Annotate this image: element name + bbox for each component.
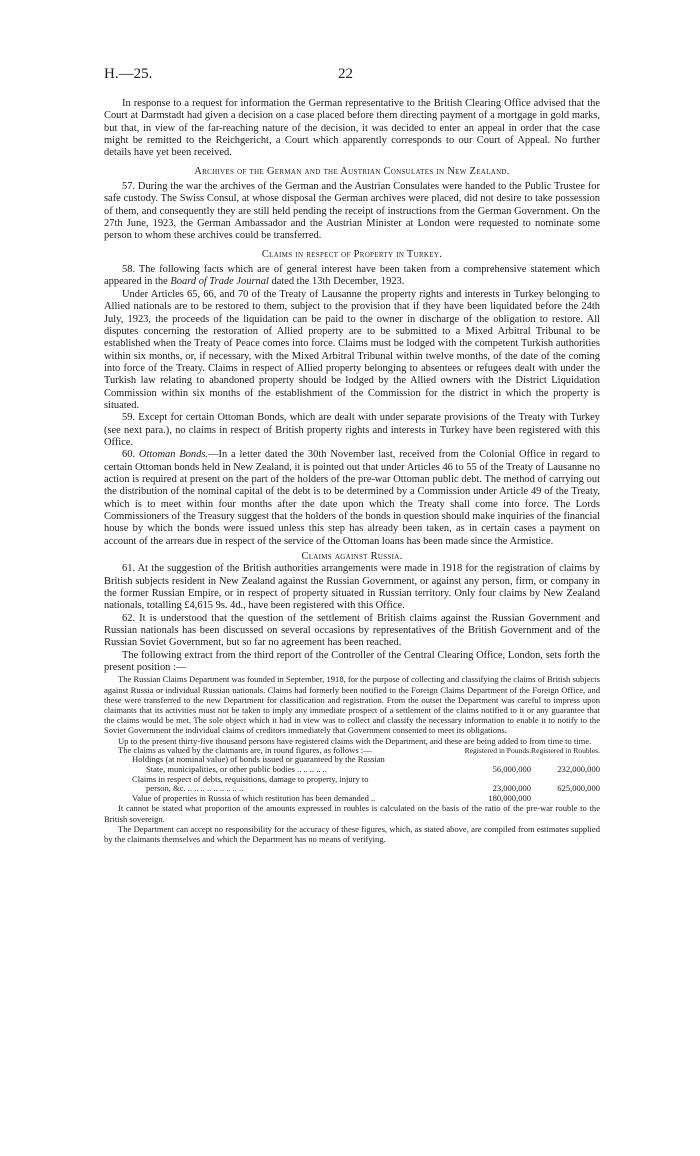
table-row (104, 794, 600, 804)
paragraph-60-body: —In a letter dated the 30th November last, received from the Colonial Office in regard to certain Ottoman bonds held in New Zealand, it is pointed out that under Articles 46 to 55 of the Treaty of Lausanne no action is required at present on the part of the holders of the pre-war Ottoman public debt. The method of carrying out the distribution of the nominal capital of the debt is to be determined by a Commission under Article 49 of the Treaty, which is to meet within four months after the date upon which the Treaty shall come into force. The Lords Commissioners of the Treasury suggest that the holders of the bonds in question should make inquiries of the financial house by which the bonds were issued unless this step has already been taken, as in certain cases a payment on account of the arrears due in respect of the service of the Ottoman loans has been made since the Armistice. (104, 449, 601, 547)
row-1-pounds: 56,000,000 (492, 764, 532, 775)
paragraph-57: 57. During the war the archives of the German and the Austrian Consulates were handed to the Public Trustee for safe custody. The Swiss Consul, at whose disposal the German archives were placed, did not desire to take possession of them, and consequently they are still held pending the receipt of instructions from the German Government. On the 27th June, 1923, the German Ambassador and the Austrian Minister at London were requested to nominate some person to whom these archives could be transferred. (104, 181, 600, 242)
claims-table (104, 746, 600, 804)
intro-paragraph: In response to a request for information the German representative to the British Clearing Office advised that the Court at Darmstadt had given a decision on a case placed before them directing payment of a mortgage in gold marks, but that, in view of the far-reaching nature of the decision, it was decided to enter an appeal in order that the case might be remitted to the Reichgericht, a Court which apparently corresponds to our Court of Appeal. No further details have yet been received. (104, 98, 600, 159)
column-header-roubles: Registered in Roubles. (531, 746, 600, 756)
row-3-pounds: 180,000,000 (488, 792, 532, 803)
paragraph-59: 59. Except for certain Ottoman Bonds, which are dealt with under separate provisions of the Treaty with Turkey (see next para.), no claims in respect of British property rights and interests in Turkey have been registered with this Office. (104, 412, 600, 448)
section-heading-turkey: Claims in respect of Property in Turkey. (261, 248, 443, 260)
column-header-pounds: Registered in Pounds. (464, 746, 532, 756)
row-2-label-b: person, &c. .. .. .. .. .. .. .. .. .. (146, 784, 244, 794)
paragraph-62-continued: The following extract from the third report of the Controller of the Central Clearing Office, London, sets forth the present position :— (104, 649, 600, 674)
row-3-label: Value of properties in Russia of which restitution has been demanded .. (132, 793, 376, 803)
document-body (104, 98, 600, 844)
extract-paragraph-2: Up to the present thirty-five thousand persons have registered claims with the Department, and these are being added to from time to time. (118, 735, 592, 746)
paragraph-58-text-b: dated the 13th December, 1923. (268, 276, 405, 288)
row-2-label-a: Claims in respect of debts, requisitions, damage to property, injury to (132, 774, 369, 784)
clearing-office-extract (104, 674, 600, 844)
board-of-trade-journal-title: Board of Trade Journal (170, 276, 269, 288)
table-intro: The claims as valued by the claimants are, in round figures, as follows :— (118, 744, 372, 755)
paragraph-58 (104, 264, 600, 289)
paragraph-60-title: Ottoman Bonds. (138, 449, 209, 461)
section-heading-russia: Claims against Russia. (301, 551, 403, 563)
extract-paragraph-3: It cannot be stated what proportion of the amounts expressed in roubles is calculated on the basis of the ratio of the pre-war rouble to the British sovereign. (104, 803, 600, 824)
paragraph-58-text-a: 58. The following facts which are of general interest have been taken from a comprehensive statement which appeared in the (104, 264, 600, 288)
table-row (104, 765, 600, 775)
extract-paragraph-1: The Russian Claims Department was founded in September, 1918, for the purpose of collecting and classifying the claims of British subjects against Russia or individual Russian nationals. Claims had formerly been notified to the Foreign Claims Department of the Foreign Office, and these were transferred to the new Department for classification and registration. From the outset the Department was careful to impress upon claimants that its activities must not be taken to imply any immediate prospect of a settlement of the claims notified to it or any guarantee that the claims would be met. The sole object which it had in view was to collect and classify the necessary information to enable it to notify to the Soviet Government the individual claims of creditors immediately that Government consented to meet its obligations. (104, 674, 600, 736)
table-header-row (104, 746, 600, 756)
page-number: 22 (338, 66, 353, 82)
row-1-label-b: State, municipalities, or other public bodies .. .. .. .. .. (146, 765, 327, 775)
paragraph-61: 61. At the suggestion of the British authorities arrangements were made in 1918 for the registration of claims by British subjects resident in New Zealand against the Russian Government, or against any person, firm, or company in the former Russian Empire, or in respect of property situated in Russian territory. Only four claims by New Zealand nationals, totalling £4,615 9s. 4d., have been registered with this Office. (104, 563, 600, 612)
document-code: H.—25. (104, 66, 153, 82)
extract-paragraph-4: The Department can accept no responsibility for the accuracy of these figures, which, as stated above, are compiled from estimates supplied by the claimants themselves and which the Department has no means of verifying. (104, 823, 600, 845)
row-2-roubles: 625,000,000 (557, 783, 600, 794)
page-header (104, 66, 604, 88)
row-1-label-a: Holdings (at nominal value) of bonds issued or guaranteed by the Russian (132, 755, 385, 765)
paragraph-62: 62. It is understood that the question of the settlement of British claims against the Russian Government and Russian nationals has been discussed on several occasions by representatives of the British Government and of the Russian Soviet Government, but so far no agreement has been reached. (104, 612, 600, 649)
paragraph-60-number: 60. (122, 449, 139, 461)
row-2-pounds: 23,000,000 (492, 783, 532, 794)
paragraph-60 (104, 449, 600, 548)
section-heading-archives: Archives of the German and the Austrian Consulates in New Zealand. (194, 165, 510, 177)
paragraph-58-continued: Under Articles 65, 66, and 70 of the Treaty of Lausanne the property rights and interests in Turkey belonging to Allied nationals are to be restored to them, subject to the provision that if they have been liquidated before the 24th July, 1923, the proceeds of the liquidation can be paid to the owner in discharge of the obligation to restore. All disputes concerning the restoration of Allied property are to be submitted to a Mixed Arbitral Tribunal to be established when the Treaty of Peace comes into force. Claims must be lodged with the competent Turkish authorities within six months, or, if necessary, with the Mixed Arbitral Tribunal within twelve months, of the date of the coming into force of the Treaty. Claims in respect of Allied property belonging to absentees or refugees dealt with under the Turkish law relating to abandoned property should be lodged by the Allied owners with the District Liquidation Commission within six months of the establishment of the Commission for the district in which the property is situated. (104, 288, 600, 411)
row-3-roubles (531, 794, 600, 804)
row-1-roubles: 232,000,000 (557, 764, 600, 775)
